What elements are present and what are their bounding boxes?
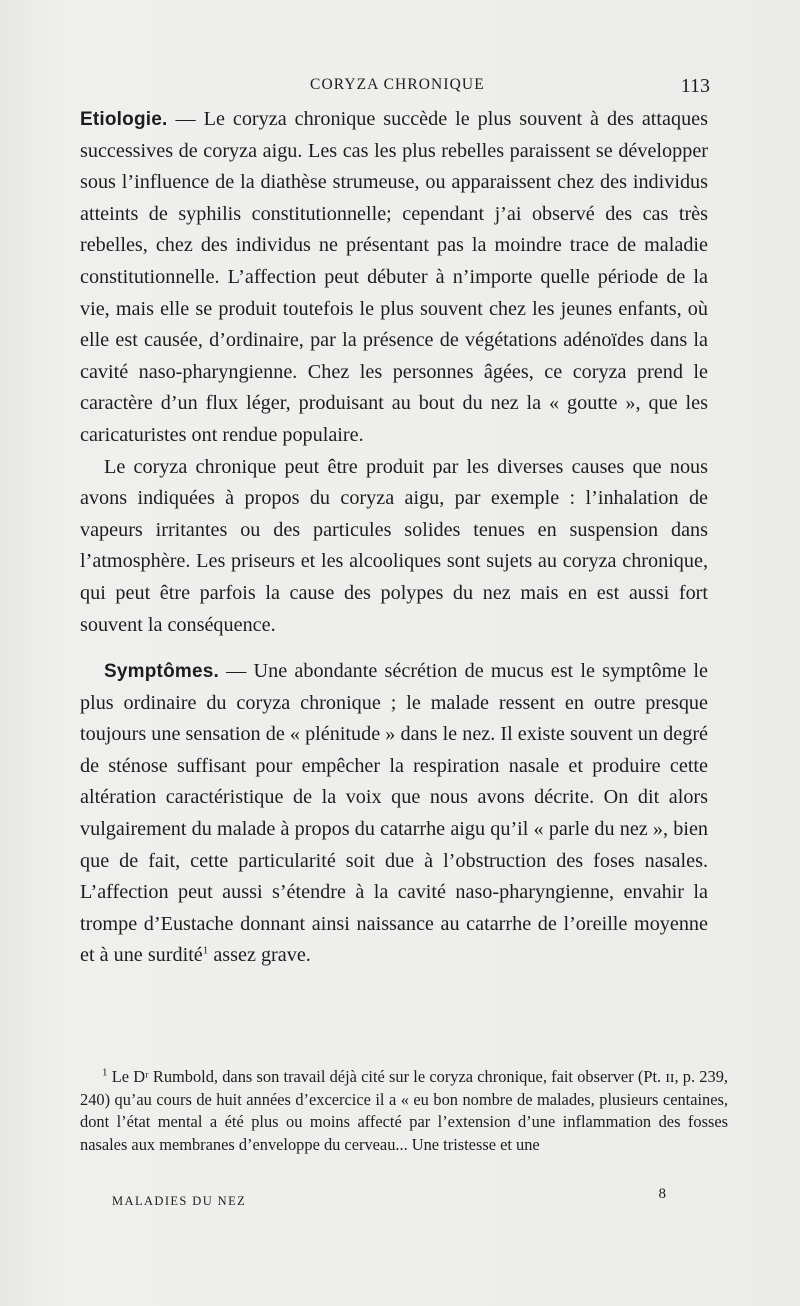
footnote-block [80, 1066, 728, 1156]
footnote-reference: 1 [202, 944, 209, 957]
etiology-paragraph [80, 104, 708, 452]
etiology-text: — Le coryza chronique succède le plus souvent à des attaques successives de coryza aigu. Les cas les plus rebelles paraissent se développer sous l’influence de la diathèse strumeuse, ou apparaissent chez des individus atteints de syphilis constitutionnelle; cependant j’ai observé des cas très rebelles, chez des individus ne présentant pas la moindre trace de maladie constitutionnelle. L’affection peut débuter à n’importe quelle période de la vie, mais elle se produit toutefois le plus souvent chez les jeunes enfants, où elle est causée, d’ordinaire, par la présence de végétations adénoïdes dans la cavité naso-pharyngienne. Chez les personnes âgées, ce coryza prend le caractère d’un flux léger, produisant au bout du nez la « goutte », que les caricaturistes ont rendue populaire. [80, 108, 708, 446]
etiology-heading: Etiologie. [80, 109, 168, 130]
symptoms-paragraph [80, 656, 708, 972]
footnote-text: Le Dʳ Rumbold, dans son travail déjà cité sur le coryza chronique, fait observer (Pt. ɪɪ, p. 239, 240) qu’au cours de huit années d’excercice il a « eu bon nombre de malades, plusieurs centaines, dont l’état mental a été plus ou moins affecté par l’extension d’une inflammation des fosses nasales aux membranes d’enveloppe du cerveau... Une tristesse et une [80, 1067, 728, 1154]
etiology-continuation-paragraph: Le coryza chronique peut être produit par les diverses causes que nous avons indiquées à propos du coryza aigu, par exemple : l’inhalation de vapeurs irritantes ou des particules solides tenues en suspension dans l’atmosphère. Les priseurs et les alcooliques sont sujets au coryza chronique, qui peut être parfois la cause des polypes du nez mais en est aussi fort souvent la conséquence. [80, 455, 708, 636]
running-title: CORYZA CHRONIQUE [310, 76, 485, 93]
page-number: 113 [680, 75, 710, 97]
main-text [80, 104, 708, 972]
symptoms-text-end: assez grave. [208, 944, 311, 967]
signature-title: MALADIES DU NEZ [112, 1194, 247, 1208]
symptoms-text: — Une abondante sécrétion de mucus est le symptôme le plus ordinaire du coryza chronique ; le malade ressent en outre presque toujours une sensation de « plénitude » dans le nez. Il existe souvent un degré de sténose suffisant pour empêcher la respiration nasale et produire cette altération caractéristique de la voix que nous avons décrite. On dit alors vulgairement du malade à propos du catarrhe aigu qu’il « parle du nez », bien que de fait, cette particularité soit due à l’obstruction des foses nasales. L’affection peut aussi s’étendre à la cavité naso-pharyngienne, envahir la trompe d’Eustache donnant ainsi naissance au catarrhe de l’oreille moyenne et à une surdité [80, 660, 708, 967]
footnote-marker: 1 [102, 1066, 108, 1079]
footnote [80, 1066, 728, 1156]
running-head [80, 76, 710, 100]
signature-mark: 8 [658, 1186, 666, 1202]
symptoms-heading: Symptômes. [104, 661, 219, 683]
printer-signature [80, 1186, 728, 1216]
